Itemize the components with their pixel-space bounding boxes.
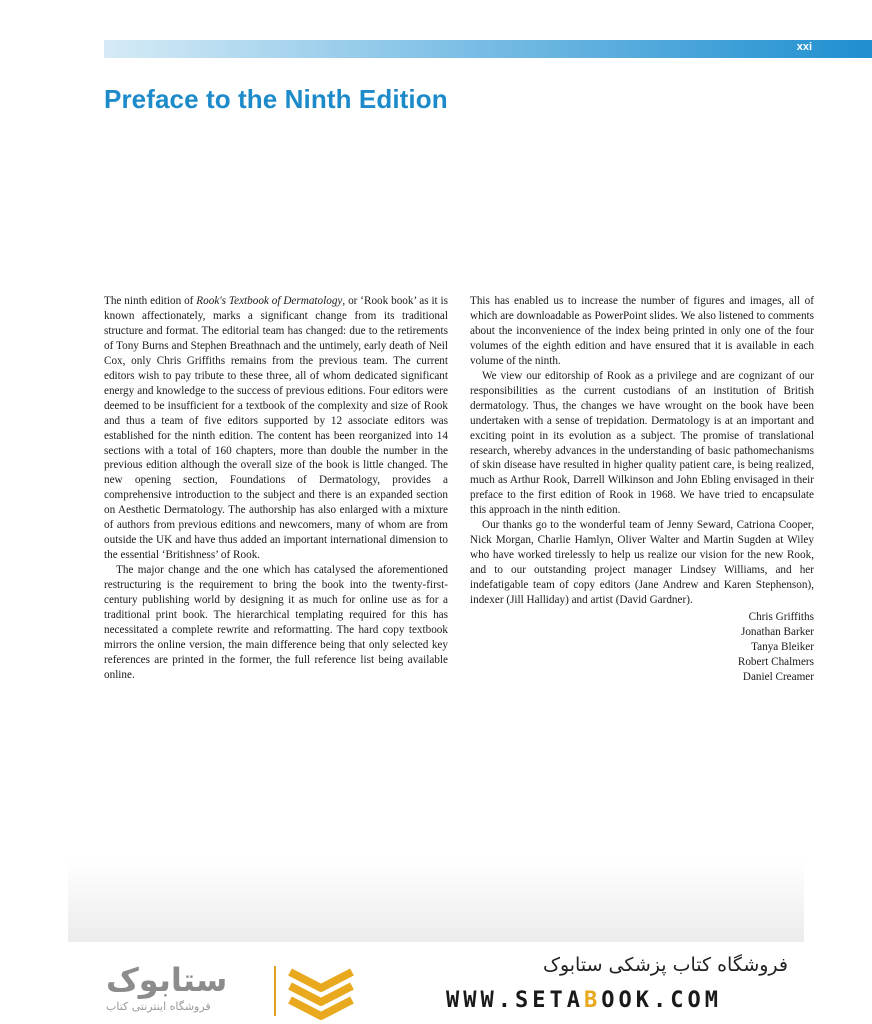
paragraph <box>104 294 448 563</box>
url-part: WWW.SETA <box>446 988 584 1013</box>
paragraph: Our thanks go to the wonderful team of Jenny Seward, Catriona Cooper, Nick Morgan, Charlie Hamlyn, Oliver Walter and Martin Sugden at Wiley who have worked tirelessly to help us realize our vision for the new Rook, and to our outstanding project manager Lindsey Williams, and her indefatigable team of copy editors (Jane Andrew and Karen Stephenson), indexer (Jill Halliday) and artist (David Gardner). <box>470 519 814 607</box>
paragraph-text: The ninth edition of <box>104 295 197 307</box>
logo-divider <box>274 966 276 1016</box>
paragraph: We view our editorship of Rook as a privilege and are cognizant of our responsibilities as the current custodians of an institution of British dermatology. Thus, the changes we have wrought on the book have been undertaken with a sense of trepidation. Dermatology is at an important and exciting point in its evolution as a subject. The promise of translational research, whereby advances in the understanding of basic pathomechanisms of skin disease have resulted in higher quality patient care, is being realized, much as Arthur Rook, Darrell Wilkinson and John Ebling envisaged in their preface to the first edition of Rook in 1968. We have tried to encapsulate this approach in the ninth edition. <box>470 369 814 517</box>
setabook-logo <box>106 960 366 1024</box>
url-part: OOK.COM <box>601 988 722 1013</box>
book-title: Rook's Textbook of Dermatology <box>196 295 343 307</box>
page-number: xxi <box>796 41 812 53</box>
signature-name: Robert Chalmers <box>737 655 814 668</box>
right-column <box>470 294 814 685</box>
paragraph-text: , or ‘Rook book’ as it is known affectionately, marks a significant change from its traditional structure and format. The editorial team has changed: due to the retirements of Tony Burns and Stephen Breathnach and the untimely, early death of Neil Cox, only Chris Griffiths remains from the previous team. The current editors wish to pay tribute to these three, all of whom dedicated significant energy and knowledge to the success of previous editions. Four editors were deemed to be insufficient for a textbook of the complexity and size of Rook and thus a team of five editors supported by 12 associate editors was established for the ninth edition. The content has been reorganized into 14 sections with a total of 160 chapters, more than double the number in the previous edition although the overall size of the book is little changed. The new opening section, Foundations of Dermatology, provides a comprehensive introduction to the subject and there is an expanded section on Aesthetic Dermatology. The authorship has also enlarged with a mixture of authors from previous editions and newcomers, many of whom are from outside the UK and have thus added an important international dimension to the essential ‘Britishness’ of Rook. <box>104 295 448 562</box>
website-url[interactable] <box>446 988 792 1013</box>
url-highlight: B <box>583 988 602 1013</box>
logo-subtitle: فروشگاه اینترنتی کتاب <box>106 1000 211 1013</box>
signatures <box>470 610 814 685</box>
logo-text: ستابوک <box>106 961 228 999</box>
left-column <box>104 294 448 683</box>
page-title: Preface to the Ninth Edition <box>104 84 448 114</box>
signature-name: Jonathan Barker <box>740 625 814 638</box>
signature-name: Tanya Bleiker <box>751 640 814 653</box>
header-bar <box>104 40 872 58</box>
chevron-logo-icon <box>286 966 356 1020</box>
bottom-fade <box>68 858 804 942</box>
signature-name: Daniel Creamer <box>742 670 814 683</box>
paragraph: This has enabled us to increase the number of figures and images, all of which are downloadable as PowerPoint slides. We also listened to comments about the inconvenience of the index being printed in only one of the four volumes of the eighth edition and have ensured that it is available in each volume of the ninth. <box>470 295 814 367</box>
paragraph: The major change and the one which has catalysed the aforementioned restructuring is the requirement to bring the book into the twenty-first-century publishing world by designing it as much for online use as for a traditional print book. The hierarchical templating required for this has necessitated a complete rewrite and reformatting. The hard copy textbook mirrors the online version, the main difference being that only selected key references are printed in the former, the full reference list being available online. <box>104 564 448 681</box>
store-name: فروشگاه کتاب پزشکی ستابوک <box>542 954 788 976</box>
signature-name: Chris Griffiths <box>748 611 814 624</box>
